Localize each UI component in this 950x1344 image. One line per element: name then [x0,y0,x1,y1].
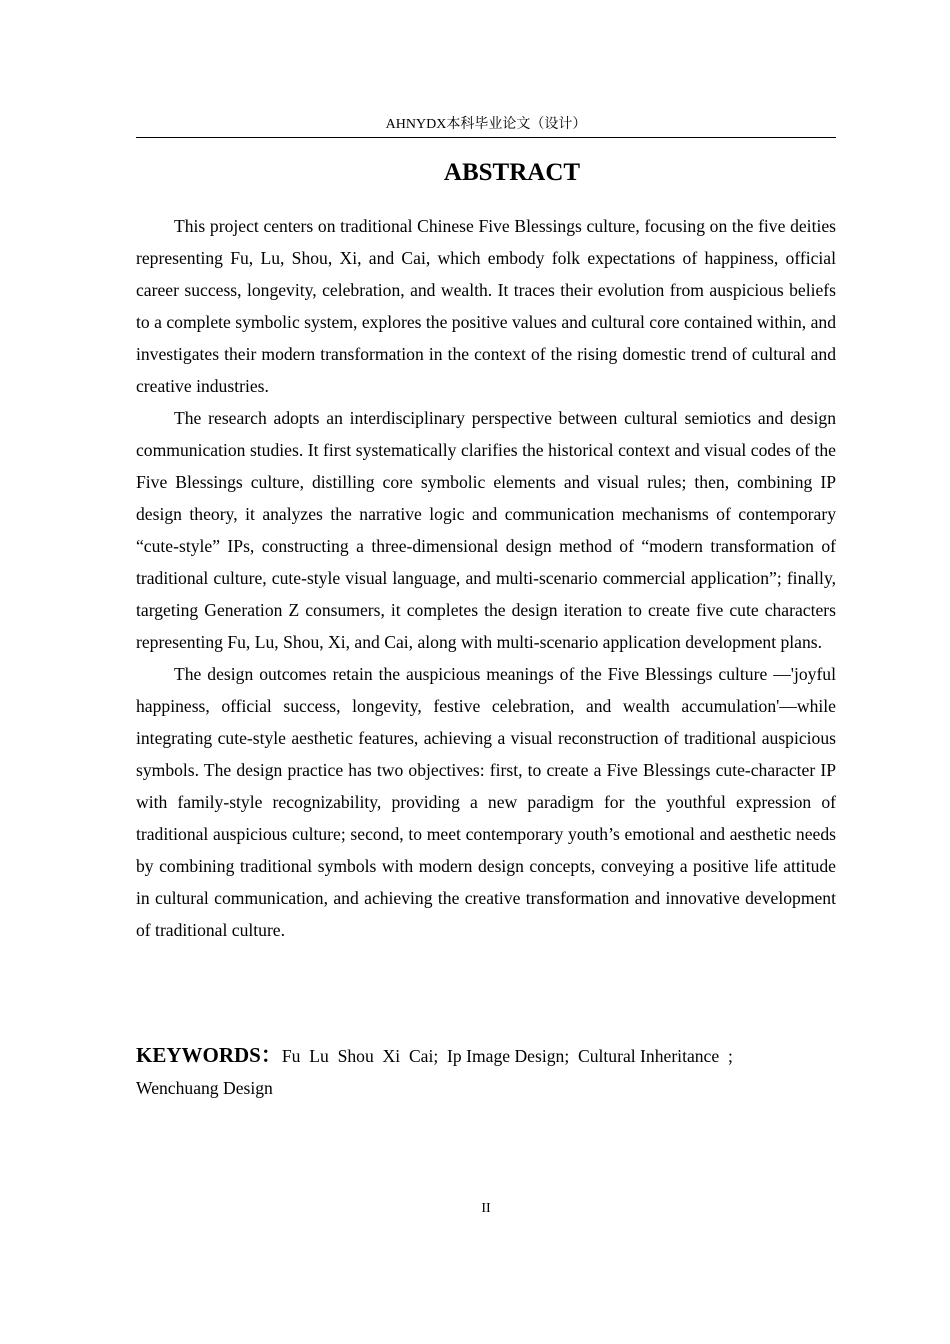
keywords-label: KEYWORDS： [136,1043,282,1067]
header-rule [136,137,836,138]
keywords-section [136,1039,836,1104]
keywords-list-1: Fu Lu Shou Xi Cai; Ip Image Design; Cultural Inheritance ; [281,1046,733,1066]
abstract-paragraph-1: This project centers on traditional Chinese Five Blessings culture, focusing on the five deities representing Fu, Lu, Shou, Xi, and Cai, which embody folk expectations of happiness, official career success, longevity, celebration, and wealth. It traces their evolution from auspicious beliefs to a complete symbolic system, explores the positive values and cultural core contained within, and investigates their modern transformation in the context of the rising domestic trend of cultural and creative industries. [136,216,836,396]
abstract-paragraph-2: The research adopts an interdisciplinary perspective between cultural semiotics and design communication studies. It first systematically clarifies the historical context and visual codes of the Five Blessings culture, distilling core symbolic elements and visual rules; then, combining IP design theory, it analyzes the narrative logic and communication mechanisms of contemporary “cute-style” IPs, constructing a three-dimensional design method of “modern transformation of traditional culture, cute-style visual language, and multi-scenario commercial application”; finally, targeting Generation Z consumers, it completes the design iteration to create five cute characters representing Fu, Lu, Shou, Xi, and Cai, along with multi-scenario application development plans. [136,408,836,652]
document-page [136,0,836,1344]
keywords-line-1 [136,1039,836,1072]
running-header: AHNYDX本科毕业论文（设计） [385,117,587,132]
abstract-paragraph-3: The design outcomes retain the auspicious meanings of the Five Blessings culture —'joyful happiness, official success, longevity, festive celebration, and wealth accumulation'—while integrating cute-style aesthetic features, achieving a visual reconstruction of traditional auspicious symbols. The design practice has two objectives: first, to create a Five Blessings cute-character IP with family-style recognizability, providing a new paradigm for the youthful expression of traditional auspicious culture; second, to meet contemporary youth’s emotional and aesthetic needs by combining traditional symbols with modern design concepts, conveying a positive life attitude in cultural communication, and achieving the creative transformation and innovative development of traditional culture. [136,664,836,940]
page-number: II [481,1201,491,1216]
abstract-body [136,210,836,946]
keywords-line-2: Wenchuang Design [136,1078,273,1098]
abstract-title: ABSTRACT [443,159,581,186]
